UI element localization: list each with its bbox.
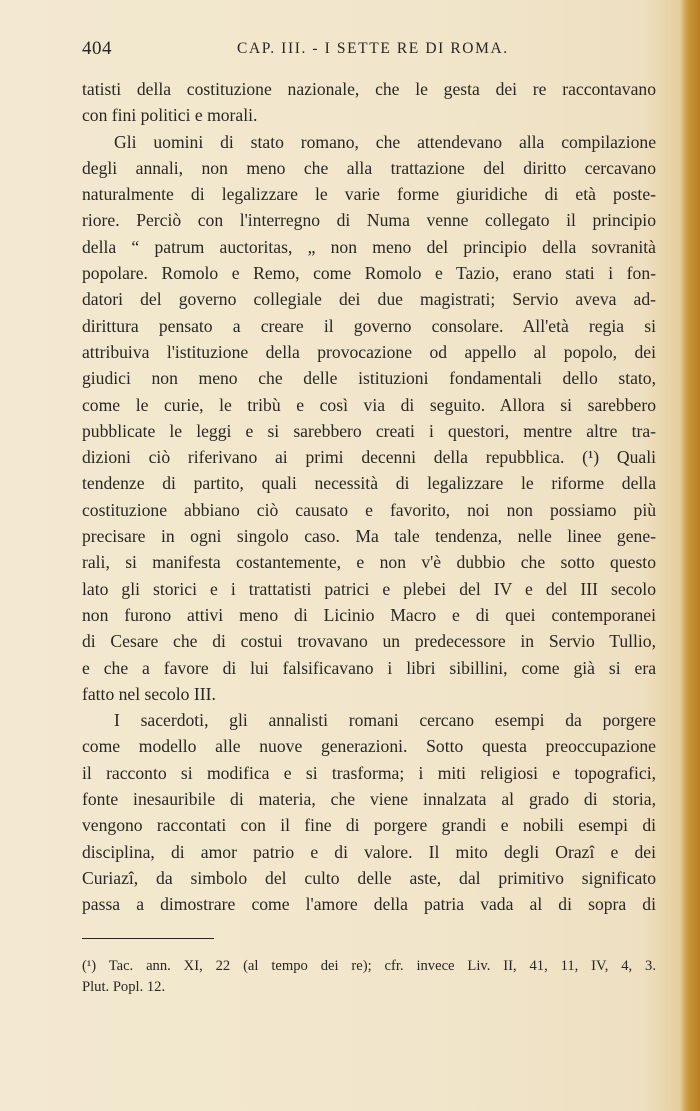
text-line: rali, si manifesta costantemente, e non v'è dubbio che sotto questo <box>82 552 656 573</box>
text-line: datori del governo collegiale dei due magistrati; Servio aveva ad- <box>82 289 656 310</box>
text-line: di Cesare che di costui trovavano un predecessore in Servio Tullio, <box>82 631 656 652</box>
text-line: naturalmente di legalizzare le varie forme giuridiche di età poste- <box>82 184 656 205</box>
text-line: passa a dimostrare come l'amore della patria vada al di sopra di <box>82 894 656 915</box>
text-line: attribuiva l'istituzione della provocazione od appello al popolo, dei <box>82 341 656 362</box>
text-line: fonte inesauribile di materia, che viene innalzata al grado di storia, <box>82 789 656 810</box>
text-line: il racconto si modifica e si trasforma; i miti religiosi e topografici, <box>82 762 656 783</box>
text-line: popolare. Romolo e Remo, come Romolo e Tazio, erano stati i fon- <box>82 263 656 284</box>
text-line: I sacerdoti, gli annalisti romani cercano esempi da porgere <box>114 710 656 731</box>
text-line: vengono raccontati con il fine di porgere grandi e nobili esempi di <box>82 815 656 836</box>
text-line: e che a favore di lui falsificavano i libri sibillini, come già si era <box>82 657 656 678</box>
page-edge <box>680 0 700 1111</box>
text-line: come modello alle nuove generazioni. Sotto questa preoccupazione <box>82 736 656 757</box>
text-line: con fini politici e morali. <box>82 105 258 126</box>
text-line: fatto nel secolo III. <box>82 683 216 704</box>
page-number: 404 <box>82 38 112 59</box>
text-line: tendenze di partito, quali necessità di legalizzare le riforme della <box>82 473 656 494</box>
running-head: CAP. III. - I SETTE RE DI ROMA. <box>237 40 509 57</box>
text-line: come le curie, le tribù e così via di seguito. Allora si sarebbero <box>82 394 656 415</box>
text-line: giudici non meno che delle istituzioni fondamentali dello stato, <box>82 368 656 389</box>
footnote-line: (¹) Tac. ann. XI, 22 (al tempo dei re); cfr. invece Liv. II, 41, 11, IV, 4, 3. <box>82 958 656 974</box>
footnote-line: Plut. Popl. 12. <box>82 979 166 995</box>
body-text <box>82 76 656 918</box>
text-line: precisare in ogni singolo caso. Ma tale tendenza, nelle linee gene- <box>82 526 656 547</box>
footnote-rule <box>82 938 214 939</box>
text-line: dirittura pensato a creare il governo consolare. All'età regia si <box>82 315 656 336</box>
text-line: lato gli storici e i trattatisti patrici e plebei del IV e del III secolo <box>82 578 656 599</box>
text-line: riore. Perciò con l'interregno di Numa venne collegato il principio <box>82 210 656 231</box>
text-line: della “ patrum auctoritas, „ non meno del principio della sovranità <box>82 236 656 257</box>
text-line: costituzione abbiano ciò causato e favorito, noi non possiamo più <box>82 499 656 520</box>
text-line: tatisti della costituzione nazionale, che le gesta dei re raccontavano <box>82 79 656 99</box>
text-line: Gli uomini di stato romano, che attendevano alla compilazione <box>114 131 656 152</box>
text-line: pubblicate le leggi e si sarebbero creati i questori, mentre altre tra- <box>82 420 656 441</box>
footnotes <box>82 956 656 998</box>
page-header <box>82 38 656 68</box>
text-line: non furono attivi meno di Licinio Macro e di quei contemporanei <box>82 604 656 625</box>
text-line: Curiazî, da simbolo del culto delle aste, dal primitivo significato <box>82 867 656 888</box>
text-line: dizioni ciò riferivano ai primi decenni della repubblica. (¹) Quali <box>82 447 656 468</box>
text-line: disciplina, di amor patrio e di valore. Il mito degli Orazî e dei <box>82 841 656 862</box>
text-line: degli annali, non meno che alla trattazione del diritto cercavano <box>82 157 656 178</box>
